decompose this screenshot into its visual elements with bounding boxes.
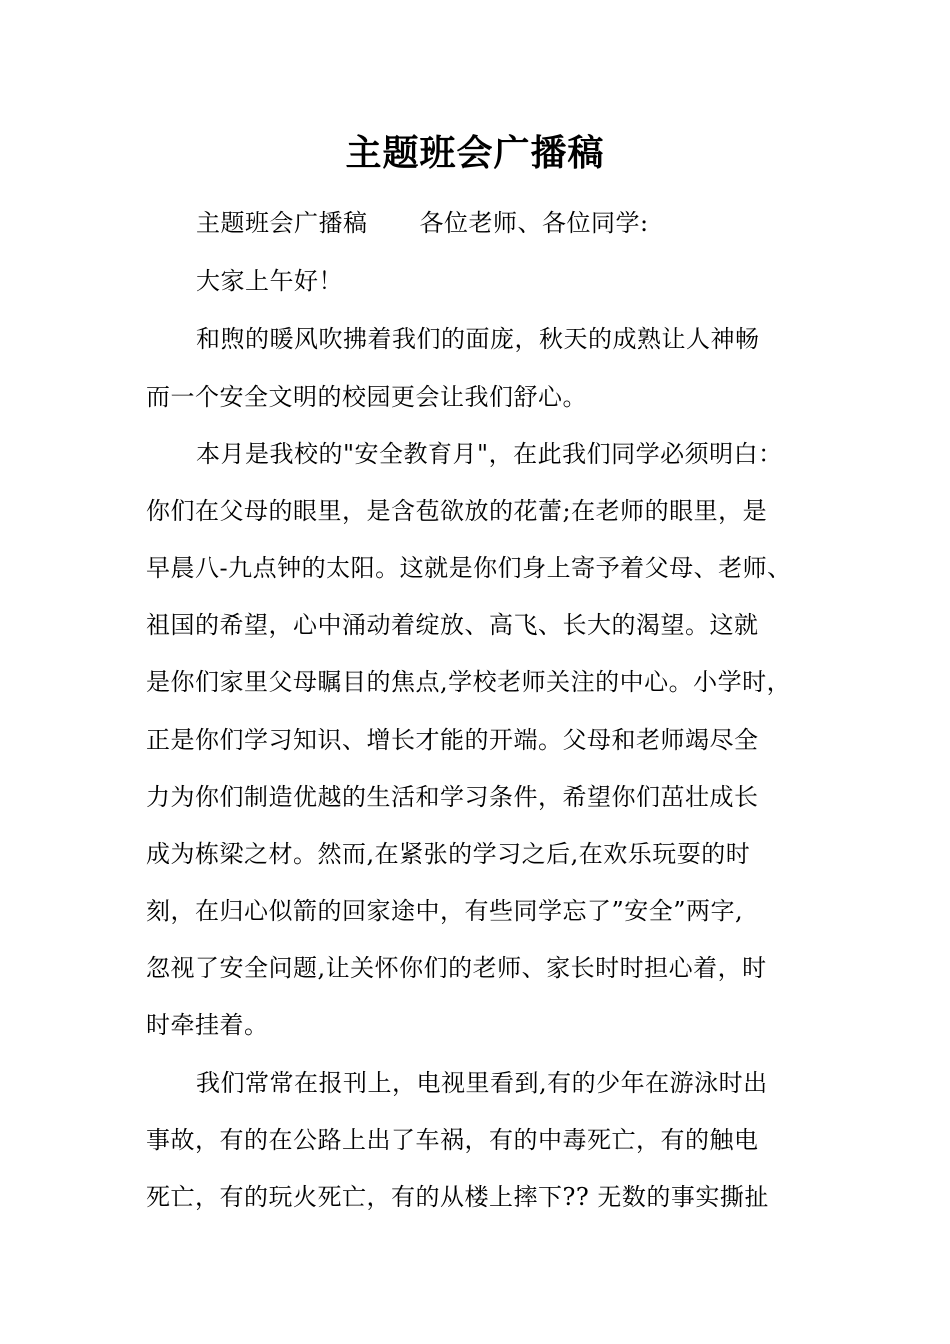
paragraph-line: 刻，在归心似箭的回家途中，有些同学忘了”安全”两字, <box>146 897 744 925</box>
paragraph-line: 和煦的暖风吹拂着我们的面庞，秋天的成熟让人神畅 <box>196 325 760 353</box>
greeting-heading: 主题班会广播稿 <box>196 209 368 237</box>
paragraph-line: 时牵挂着。 <box>146 1011 269 1039</box>
paragraph-line: 而一个安全文明的校园更会让我们舒心。 <box>146 383 587 411</box>
paragraph-line: 本月是我校的"安全教育月"，在此我们同学必须明白： <box>196 440 783 468</box>
paragraph-line: 力为你们制造优越的生活和学习条件，希望你们茁壮成长 <box>146 783 759 811</box>
paragraph-line: 早晨八-九点钟的太阳。这就是你们身上寄予着父母、老师、 <box>146 554 792 582</box>
greeting-line <box>196 208 649 238</box>
paragraph-line: 忽视了安全问题,让关怀你们的老师、家长时时担心着，时 <box>146 954 767 982</box>
paragraph-line: 大家上午好！ <box>196 267 343 295</box>
paragraph-line: 事故，有的在公路上出了车祸，有的中毒死亡，有的触电 <box>146 1126 759 1154</box>
greeting-salutation: 各位老师、各位同学: <box>419 209 649 237</box>
paragraph-line: 成为栋梁之材。然而,在紧张的学习之后,在欢乐玩耍的时 <box>146 840 751 868</box>
paragraph-line: 我们常常在报刊上，电视里看到,有的少年在游泳时出 <box>196 1069 768 1097</box>
paragraph-line: 你们在父母的眼里，是含苞欲放的花蕾;在老师的眼里，是 <box>146 497 768 525</box>
document-title: 主题班会广播稿 <box>345 132 605 174</box>
paragraph-line: 是你们家里父母瞩目的焦点,学校老师关注的中心。小学时， <box>146 668 792 696</box>
paragraph-line: 正是你们学习知识、增长才能的开端。父母和老师竭尽全 <box>146 726 759 754</box>
paragraph-line: 祖国的希望，心中涌动着绽放、高飞、长大的渴望。这就 <box>146 611 759 639</box>
paragraph-line: 死亡，有的玩火死亡，有的从楼上摔下?? 无数的事实撕扯 <box>146 1183 769 1211</box>
